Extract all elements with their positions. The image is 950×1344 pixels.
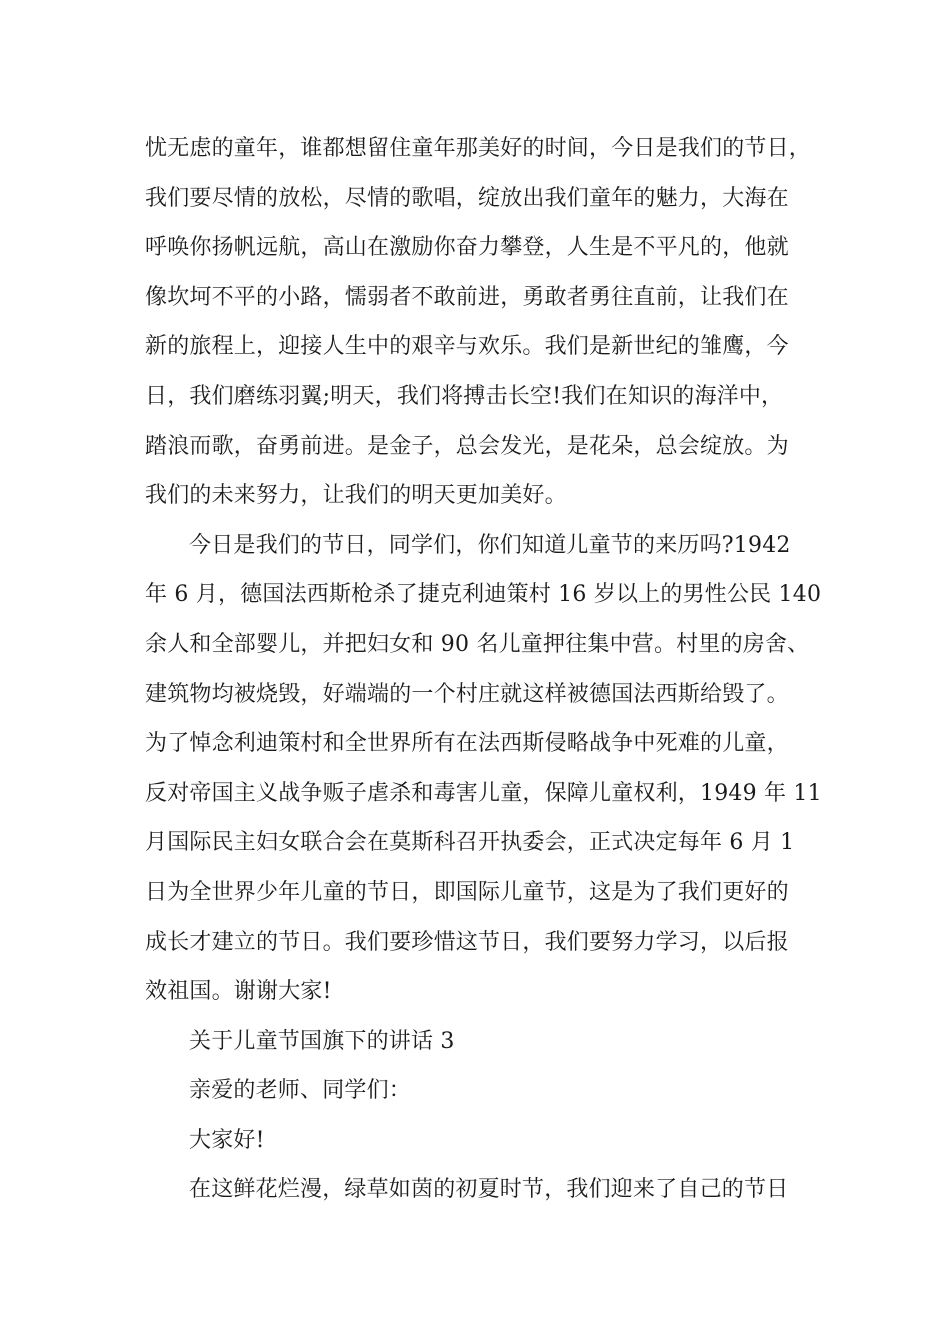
section-heading: 关于儿童节国旗下的讲话 3: [189, 1028, 455, 1054]
text-line: 我们的未来努力，让我们的明天更加美好。: [145, 483, 567, 509]
text-line: 忧无虑的童年，谁都想留住童年那美好的时间，今日是我们的节日，: [145, 136, 812, 161]
text-line: 为了悼念利迪策村和全世界所有在法西斯侵略战争中死难的儿童，: [145, 731, 789, 757]
paragraph-start-line: 今日是我们的节日，同学们，你们知道儿童节的来历吗?1942: [189, 532, 791, 558]
text-line: 效祖国。谢谢大家!: [145, 979, 332, 1005]
text-line: 呼唤你扬帆远航，高山在激励你奋力攀登，人生是不平凡的，他就: [145, 235, 789, 261]
text-line: 踏浪而歌，奋勇前进。是金子，总会发光，是花朵，总会绽放。为: [145, 433, 789, 459]
text-line: 新的旅程上，迎接人生中的艰辛与欢乐。我们是新世纪的雏鹰，今: [145, 334, 789, 360]
text-line: 我们要尽情的放松，尽情的歌唱，绽放出我们童年的魅力，大海在: [145, 185, 789, 211]
salutation-line: 亲爱的老师、同学们：: [189, 1078, 412, 1104]
text-line: 月国际民主妇女联合会在莫斯科召开执委会，正式决定每年 6 月 1: [145, 830, 795, 856]
text-line: 成长才建立的节日。我们要珍惜这节日，我们要努力学习，以后报: [145, 929, 789, 955]
text-line: 日为全世界少年儿童的节日，即国际儿童节，这是为了我们更好的: [145, 879, 789, 905]
paragraph-start-line: 在这鲜花烂漫，绿草如茵的初夏时节，我们迎来了自己的节日: [189, 1177, 789, 1203]
text-line: 建筑物均被烧毁，好端端的一个村庄就这样被德国法西斯给毁了。: [145, 681, 789, 707]
text-line: 余人和全部婴儿，并把妇女和 90 名儿童押往集中营。村里的房舍、: [145, 631, 810, 657]
text-line: 日，我们磨练羽翼;明天，我们将搏击长空!我们在知识的海洋中，: [145, 383, 784, 409]
text-line: 像坎坷不平的小路，懦弱者不敢前进，勇敢者勇往直前，让我们在: [145, 284, 789, 310]
greeting-line: 大家好!: [189, 1127, 265, 1153]
body-text: [145, 124, 822, 1215]
text-line: 反对帝国主义战争贩子虐杀和毒害儿童，保障儿童权利，1949 年 11: [145, 780, 822, 806]
text-line: 年 6 月，德国法西斯枪杀了捷克利迪策村 16 岁以上的男性公民 140: [145, 582, 822, 608]
